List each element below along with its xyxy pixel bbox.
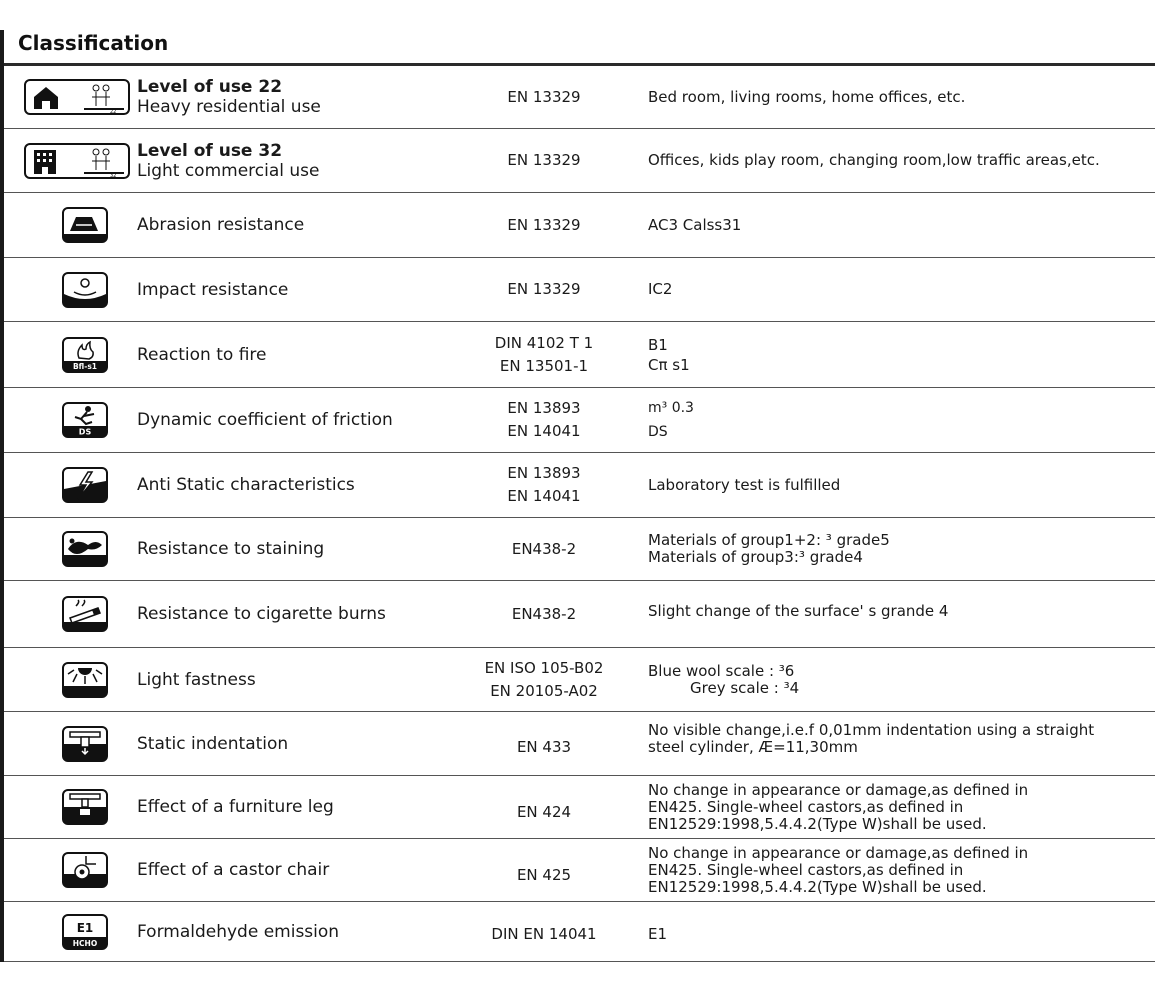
row-label: Effect of a castor chair (137, 860, 330, 880)
row-description: EN12529:1998,5.4.4.2(Type W)shall be used. (648, 877, 987, 896)
row-description: steel cylinder, Æ=11,30mm (648, 738, 858, 756)
row-description: Bed room, living rooms, home offices, etc. (648, 87, 966, 106)
row-description: E1 (648, 925, 668, 943)
row-description: Offices, kids play room, changing room,low traffic areas,etc. (648, 151, 1100, 169)
row-description: B1 (648, 335, 668, 354)
row-standard: EN 13893 (507, 464, 581, 482)
row-label: Resistance to cigarette burns (137, 604, 386, 624)
row-description: Laboratory test is fulfilled (648, 475, 841, 494)
row-description: IC2 (648, 280, 673, 298)
section-title: Classification (18, 31, 169, 55)
fire-icon (62, 337, 108, 373)
row-label: Impact resistance (137, 279, 289, 300)
commercial-32-icon (24, 143, 130, 179)
row-description: EN12529:1998,5.4.4.2(Type W)shall be used. (648, 814, 987, 833)
table-row (4, 388, 1155, 453)
table-row (4, 322, 1155, 388)
row-label: Anti Static characteristics (137, 475, 355, 495)
row-description: m³ 0.3 (648, 400, 694, 416)
table-row (4, 902, 1155, 962)
row-standard: EN ISO 105-B02 (484, 658, 604, 677)
table-row (4, 453, 1155, 518)
row-standard: EN 14041 (507, 487, 581, 505)
row-standard: EN 20105-A02 (490, 681, 598, 700)
row-description: Materials of group3:³ grade4 (648, 548, 863, 566)
table-row (4, 776, 1155, 839)
row-label: Effect of a furniture leg (137, 797, 334, 817)
row-description: DS (648, 424, 668, 440)
row-standard: EN 13329 (507, 280, 581, 298)
row-description: EN425. Single-wheel castors,as defined in (648, 860, 964, 879)
row-standard: EN 425 (516, 865, 572, 884)
table-row (4, 581, 1155, 648)
row-description: AC3 Calss31 (648, 215, 742, 234)
table-row (4, 66, 1155, 129)
row-standard: EN438-2 (511, 604, 577, 623)
furniture-leg-icon (62, 789, 108, 825)
staining-icon (62, 531, 108, 567)
impact-icon (62, 272, 108, 308)
row-standard: EN 13329 (507, 87, 581, 106)
table-row (4, 518, 1155, 581)
formaldehyde-icon (62, 914, 108, 950)
row-standard: DIN 4102 T 1 (494, 333, 594, 352)
row-label: Light commercial use (137, 160, 320, 181)
row-standard: EN 13329 (507, 151, 581, 169)
row-standard: DIN EN 14041 (491, 925, 597, 943)
formaldehyde-icon-label: E1 (76, 920, 94, 935)
row-label: Reaction to fire (137, 344, 267, 365)
row-description: Grey scale : ³4 (690, 678, 800, 697)
row-label-bold: Level of use 32 (137, 140, 283, 161)
light-icon (62, 662, 108, 698)
formaldehyde-icon-sublabel: HCHO (72, 938, 98, 948)
cigarette-icon (62, 596, 108, 632)
table-row (4, 839, 1155, 902)
row-label: Heavy residential use (137, 97, 321, 117)
svg-text:22: 22 (110, 109, 117, 115)
row-description: Materials of group1+2: ³ grade5 (648, 531, 890, 549)
fire-icon-label: Bfl-s1 (72, 361, 98, 371)
row-standard: EN 424 (516, 802, 572, 821)
castor-chair-icon (62, 852, 108, 888)
table-row (4, 129, 1155, 193)
row-description: Cπ s1 (648, 355, 690, 374)
row-description: No change in appearance or damage,as defined in (648, 780, 1029, 799)
row-description: Slight change of the surface' s grande 4 (648, 602, 949, 620)
row-description: Blue wool scale : ³6 (648, 661, 795, 680)
row-description: No visible change,i.e.f 0,01mm indentation using a straight (648, 721, 1095, 739)
table-row (4, 258, 1155, 322)
row-standard: EN 433 (516, 738, 572, 756)
indentation-icon (62, 726, 108, 762)
residential-22-icon (24, 79, 130, 115)
svg-text:32: 32 (110, 172, 117, 179)
table-row (4, 648, 1155, 712)
abrasion-icon (62, 207, 108, 243)
classification-table (4, 66, 1155, 962)
friction-icon-label: DS (78, 427, 92, 437)
table-row (4, 712, 1155, 776)
row-label: Resistance to staining (137, 539, 325, 559)
row-standard: EN 13893 (507, 399, 581, 417)
row-standard: EN438-2 (511, 539, 577, 558)
row-label: Formaldehyde emission (137, 921, 340, 942)
row-label: Dynamic coefficient of friction (137, 410, 393, 430)
row-description: No change in appearance or damage,as defined in (648, 843, 1029, 862)
row-label: Static indentation (137, 733, 289, 754)
row-standard: EN 13329 (507, 215, 581, 234)
row-label-bold: Level of use 22 (137, 77, 283, 97)
table-row (4, 193, 1155, 258)
row-standard: EN 14041 (507, 422, 581, 440)
row-standard: EN 13501-1 (499, 356, 589, 375)
row-description: EN425. Single-wheel castors,as defined in (648, 797, 964, 816)
row-label: Light fastness (137, 669, 256, 690)
friction-icon (62, 402, 108, 438)
row-label: Abrasion resistance (137, 215, 305, 235)
antistatic-icon (62, 467, 108, 503)
